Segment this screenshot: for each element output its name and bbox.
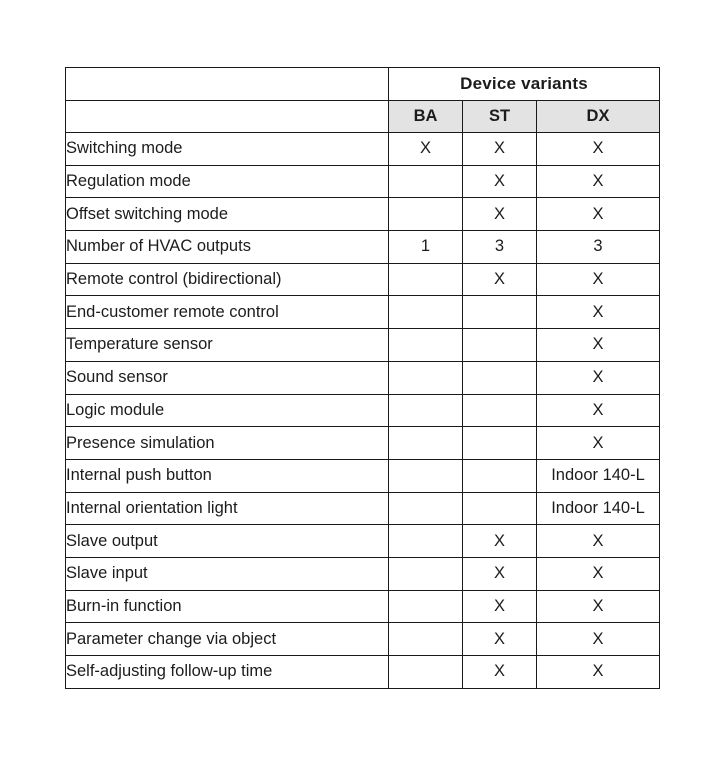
cell-ba [389, 165, 463, 198]
cell-ba [389, 329, 463, 362]
cell-dx: X [537, 590, 660, 623]
column-header-ba: BA [389, 101, 463, 133]
cell-ba [389, 492, 463, 525]
corner-spacer [66, 101, 389, 133]
cell-st [463, 459, 537, 492]
cell-st [463, 296, 537, 329]
device-variants-table-container [65, 67, 660, 689]
feature-label: Regulation mode [66, 165, 389, 198]
table-row [66, 165, 660, 198]
cell-dx: X [537, 296, 660, 329]
cell-ba [389, 263, 463, 296]
cell-st [463, 361, 537, 394]
table-row [66, 231, 660, 264]
cell-ba: 1 [389, 231, 463, 264]
cell-st [463, 394, 537, 427]
feature-label: Temperature sensor [66, 329, 389, 362]
table-row [66, 329, 660, 362]
table-row [66, 198, 660, 231]
cell-st: X [463, 133, 537, 166]
cell-ba [389, 525, 463, 558]
cell-st: X [463, 590, 537, 623]
feature-label: Slave output [66, 525, 389, 558]
feature-label: Slave input [66, 557, 389, 590]
corner-spacer [66, 68, 389, 101]
cell-ba [389, 623, 463, 656]
cell-dx: X [537, 133, 660, 166]
cell-dx: 3 [537, 231, 660, 264]
cell-st: X [463, 263, 537, 296]
table-row [66, 492, 660, 525]
cell-st: X [463, 656, 537, 689]
cell-dx: X [537, 263, 660, 296]
cell-st [463, 427, 537, 460]
feature-label: Presence simulation [66, 427, 389, 460]
feature-label: End-customer remote control [66, 296, 389, 329]
cell-dx: Indoor 140-L [537, 459, 660, 492]
table-row [66, 361, 660, 394]
table-row [66, 656, 660, 689]
feature-label: Switching mode [66, 133, 389, 166]
table-row [66, 263, 660, 296]
feature-label: Logic module [66, 394, 389, 427]
table-row [66, 394, 660, 427]
cell-dx: Indoor 140-L [537, 492, 660, 525]
cell-ba [389, 427, 463, 460]
feature-label: Internal push button [66, 459, 389, 492]
feature-label: Offset switching mode [66, 198, 389, 231]
table-row [66, 590, 660, 623]
table-title-row [66, 68, 660, 101]
cell-st: 3 [463, 231, 537, 264]
cell-dx: X [537, 329, 660, 362]
table-title: Device variants [389, 68, 660, 101]
feature-label: Burn-in function [66, 590, 389, 623]
cell-dx: X [537, 165, 660, 198]
cell-st: X [463, 525, 537, 558]
cell-dx: X [537, 525, 660, 558]
cell-ba [389, 361, 463, 394]
device-variants-table [65, 67, 660, 689]
cell-ba [389, 198, 463, 231]
cell-dx: X [537, 656, 660, 689]
table-row [66, 133, 660, 166]
cell-dx: X [537, 198, 660, 231]
cell-st: X [463, 623, 537, 656]
cell-dx: X [537, 427, 660, 460]
cell-ba [389, 656, 463, 689]
cell-st: X [463, 557, 537, 590]
cell-ba [389, 590, 463, 623]
cell-ba: X [389, 133, 463, 166]
cell-ba [389, 394, 463, 427]
cell-st: X [463, 165, 537, 198]
cell-dx: X [537, 623, 660, 656]
cell-dx: X [537, 394, 660, 427]
cell-ba [389, 557, 463, 590]
column-header-dx: DX [537, 101, 660, 133]
table-row [66, 623, 660, 656]
feature-label: Internal orientation light [66, 492, 389, 525]
table-row [66, 459, 660, 492]
cell-dx: X [537, 557, 660, 590]
column-header-row [66, 101, 660, 133]
table-row [66, 525, 660, 558]
feature-label: Remote control (bidirectional) [66, 263, 389, 296]
table-row [66, 296, 660, 329]
cell-dx: X [537, 361, 660, 394]
feature-label: Self-adjusting follow-up time [66, 656, 389, 689]
feature-label: Number of HVAC outputs [66, 231, 389, 264]
feature-label: Parameter change via object [66, 623, 389, 656]
cell-ba [389, 296, 463, 329]
cell-ba [389, 459, 463, 492]
column-header-st: ST [463, 101, 537, 133]
cell-st [463, 492, 537, 525]
feature-label: Sound sensor [66, 361, 389, 394]
table-row [66, 557, 660, 590]
cell-st [463, 329, 537, 362]
table-row [66, 427, 660, 460]
cell-st: X [463, 198, 537, 231]
